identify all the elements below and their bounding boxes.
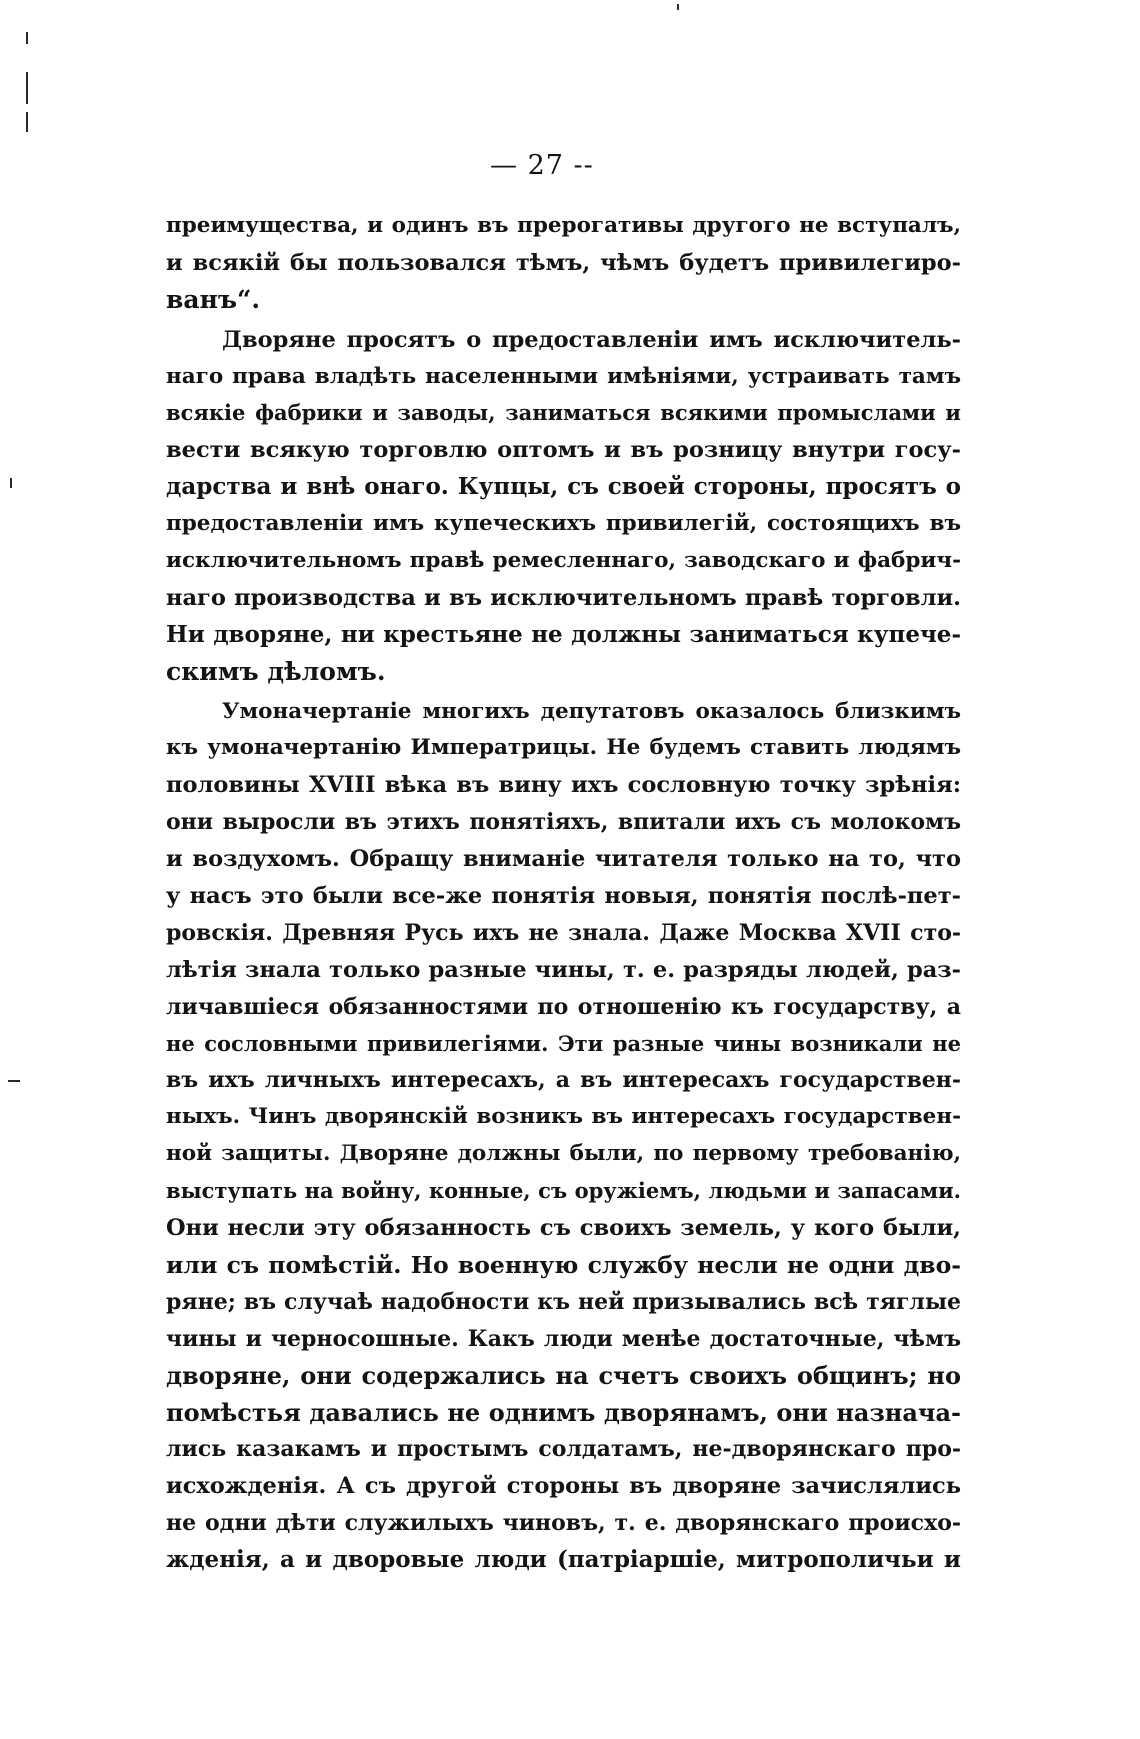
- text-line: и всякій бы пользовался тѣмъ, чѣмъ будетъ привилегиро-: [166, 249, 961, 276]
- text-line: они выросли въ этихъ понятіяхъ, впитали ихъ съ молокомъ: [166, 809, 961, 836]
- text-line: Умоначертаніе многихъ депутатовъ оказалось близкимъ: [222, 698, 961, 724]
- text-line: Дворяне просятъ о предоставленіи имъ исключитель-: [222, 326, 961, 353]
- text-line: Они несли эту обязанность съ своихъ земель, у кого были,: [166, 1215, 961, 1242]
- page-number: — 27 --: [490, 150, 594, 181]
- text-line: скимъ дѣломъ.: [166, 656, 386, 686]
- text-line: ряне; въ случаѣ надобности къ ней призывались всѣ тяглые: [166, 1288, 961, 1315]
- text-line: дарства и внѣ онаго. Купцы, съ своей стороны, просятъ о: [166, 473, 961, 501]
- text-line: всякіе фабрики и заводы, заниматься всякими промыслами и: [166, 400, 961, 426]
- text-line: личавшіеся обязанностями по отношенію къ государству, а: [166, 993, 961, 1020]
- scan-margin-mark: [10, 478, 12, 488]
- text-line: лѣтія знала только разные чины, т. е. разряды людей, раз-: [166, 956, 961, 983]
- text-line: у насъ это были все-же понятія новыя, понятія послѣ-пет-: [166, 883, 961, 910]
- text-line: не одни дѣти служилыхъ чиновъ, т. е. дворянскаго происхо-: [166, 1510, 961, 1537]
- text-line: ровскія. Древняя Русь ихъ не знала. Даже Москва XVII сто-: [166, 919, 961, 946]
- text-line: не сословными привилегіями. Эти разные чины возникали не: [166, 1030, 961, 1056]
- text-line: наго производства и въ исключительномъ правѣ торговли.: [166, 584, 961, 611]
- text-line: въ ихъ личныхъ интересахъ, а въ интересахъ государствен-: [166, 1067, 961, 1094]
- text-line: вести всякую торговлю оптомъ и въ розницу внутри госу-: [166, 437, 961, 464]
- text-line: ной защиты. Дворяне должны были, по первому требованію,: [166, 1141, 961, 1167]
- text-line: ванъ“.: [166, 284, 261, 314]
- text-line: половины XVIII вѣка въ вину ихъ сословную точку зрѣнія:: [166, 772, 961, 799]
- scan-margin-mark: [26, 32, 28, 44]
- scan-margin-mark: [26, 112, 28, 132]
- scan-margin-mark: [26, 72, 28, 104]
- text-line: ныхъ. Чинъ дворянскій возникъ въ интересахъ государствен-: [166, 1104, 961, 1130]
- text-line: къ умоначертанію Императрицы. Не будемъ ставить людямъ: [166, 735, 961, 761]
- text-line: выступать на войну, конные, съ оружіемъ, людьми и запасами.: [166, 1178, 961, 1204]
- text-line: дворяне, они содержались на счетъ своихъ общинъ; но: [166, 1360, 961, 1390]
- text-line: и воздухомъ. Обращу вниманіе читателя только на то, что: [166, 846, 961, 873]
- text-line: помѣстья давались не однимъ дворянамъ, они назнача-: [166, 1397, 961, 1427]
- text-line: исхожденія. А съ другой стороны въ дворяне зачислялись: [166, 1473, 961, 1500]
- scan-margin-mark: [8, 1080, 20, 1082]
- text-line: или съ помѣстій. Но военную службу несли не одни дво-: [166, 1250, 961, 1279]
- body-text: [166, 208, 961, 1579]
- text-line: лись казакамъ и простымъ солдатамъ, не-дворянскаго про-: [166, 1436, 961, 1463]
- scan-margin-mark: [677, 4, 679, 10]
- text-line: наго права владѣть населенными имѣніями, устраивать тамъ: [166, 363, 961, 389]
- text-line: предоставленіи имъ купеческихъ привилегій, состоящихъ въ: [166, 511, 961, 537]
- text-line: чины и черносошные. Какъ люди менѣе достаточные, чѣмъ: [166, 1325, 961, 1352]
- text-line: Ни дворяне, ни крестьяне не должны заниматься купече-: [166, 620, 961, 648]
- text-line: преимущества, и одинъ въ прерогативы другого не вступалъ,: [166, 213, 961, 238]
- text-line: жденія, а и дворовые люди (патріаршіе, митрополичьи и: [166, 1546, 961, 1574]
- text-line: исключительномъ правѣ ремесленнаго, заводскаго и фабрич-: [166, 548, 961, 574]
